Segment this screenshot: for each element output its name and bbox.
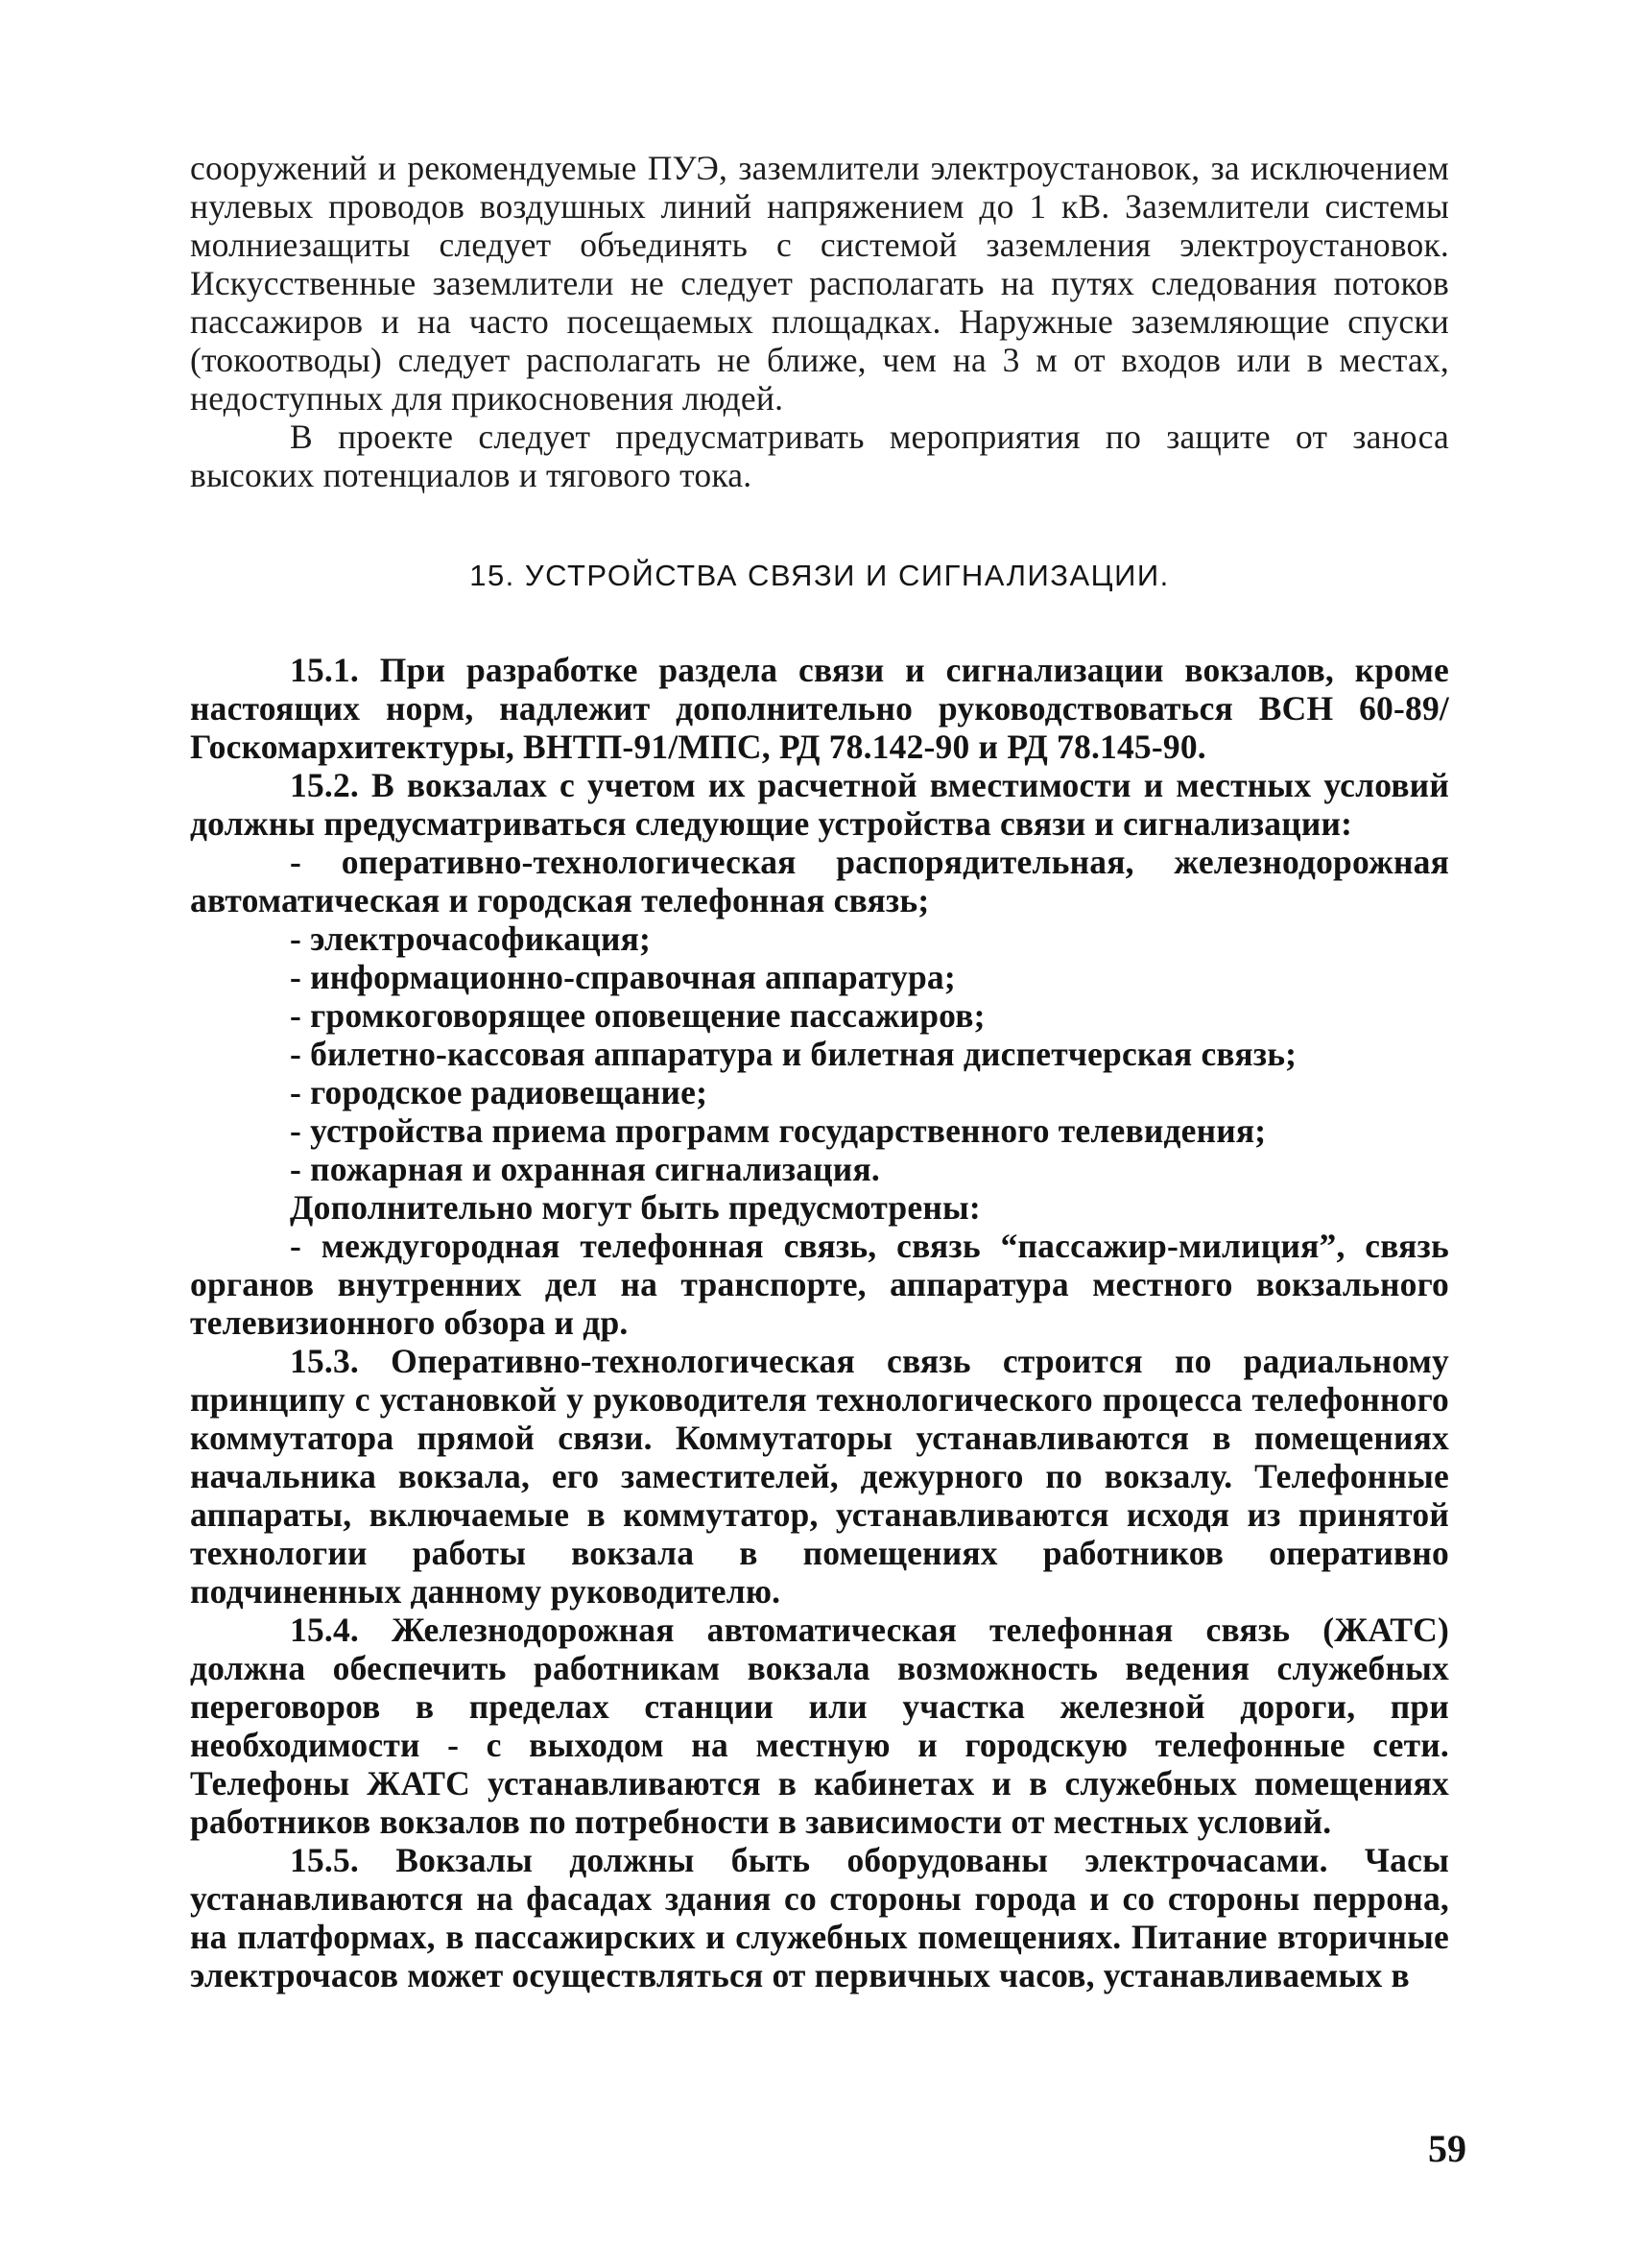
top-text-block [190,149,1449,494]
clause-15-5: 15.5. Вокзалы должны быть оборудованы электрочасами. Часы устанавливаются на фасадах здания со стороны города и со стороны перрона, на платформах, в пассажирских и служебных помещениях. Питание вторичные электрочасов может осуществляться от первичных часов, устанавливаемых в [190,1841,1449,1994]
list-item: - громкоговорящее оповещение пассажиров; [290,996,986,1035]
list-item: - электрочасофикация; [290,919,652,958]
page-number: 59 [1428,2127,1466,2170]
clause-15-3: 15.3. Оперативно-технологическая связь строится по радиальному принципу с установкой у руководителя технологического процесса телефонного коммутатора прямой связи. Коммутаторы устанавливаются в помещениях начальника вокзала, его заместителей, дежурного по вокзалу. Телефонные аппараты, включаемые в коммутатор, устанавливаются исходя из принятой технологии работы вокзала в помещениях работников оперативно подчиненных данному руководителю. [190,1342,1449,1611]
additional-intro: Дополнительно могут быть предусмотрены: [290,1188,981,1227]
paragraph-potentials: В проекте следует предусматривать мероприятия по защите от заноса высоких потенциалов и тягового тока. [190,418,1449,494]
list-item: - информационно-справочная аппаратура; [290,958,956,996]
clause-15-2: 15.2. В вокзалах с учетом их расчетной вместимости и местных условий должны предусматриваться следующие устройства связи и сигнализации: [190,766,1449,843]
clause-15-4: 15.4. Железнодорожная автоматическая телефонная связь (ЖАТС) должна обеспечить работникам вокзала возможность ведения служебных переговоров в пределах станции или участка железной дороги, при необходимости - с выходом на местную и городскую телефонные сети. Телефоны ЖАТС устанавливаются в кабинетах и в служебных помещениях работников вокзалов по потребности в зависимости от местных условий. [190,1611,1449,1841]
clause-15-1: 15.1. При разработке раздела связи и сигнализации вокзалов, кроме настоящих норм, надлежит дополнительно руководствоваться ВСН 60-89/Госкомархитектуры, ВНТП-91/МПС, РД 78.142-90 и РД 78.145-90. [190,651,1449,766]
list-item: - оперативно-технологическая распорядительная, железнодорожная автоматическая и городская телефонная связь; [190,843,1449,919]
section-heading: 15. УСТРОЙСТВА СВЯЗИ И СИГНАЛИЗАЦИИ. [469,559,1170,592]
list-item: - устройства приема программ государственного телевидения; [290,1111,1267,1150]
list-item: - пожарная и охранная сигнализация. [290,1150,880,1188]
additional-item: - междугородная телефонная связь, связь “пассажир-милиция”, связь органов внутренних дел на транспорте, аппаратура местного вокзального телевизионного обзора и др. [190,1227,1449,1342]
paragraph-grounding: сооружений и рекомендуемые ПУЭ, заземлители электроустановок, за исключением нулевых проводов воздушных линий напряжением до 1 кВ. Заземлители системы молниезащиты следует объединять с системой заземления электроустановок. Искусственные заземлители не следует располагать на путях следования потоков пассажиров и на часто посещаемых площадках. Наружные заземляющие спуски (токоотводы) следует располагать не ближе, чем на 3 м от входов или в местах, недоступных для прикосновения людей. [190,149,1449,418]
list-item: - городское радиовещание; [290,1073,708,1111]
main-text-block [190,651,1449,1994]
list-item: - билетно-кассовая аппаратура и билетная диспетчерская связь; [290,1035,1298,1073]
